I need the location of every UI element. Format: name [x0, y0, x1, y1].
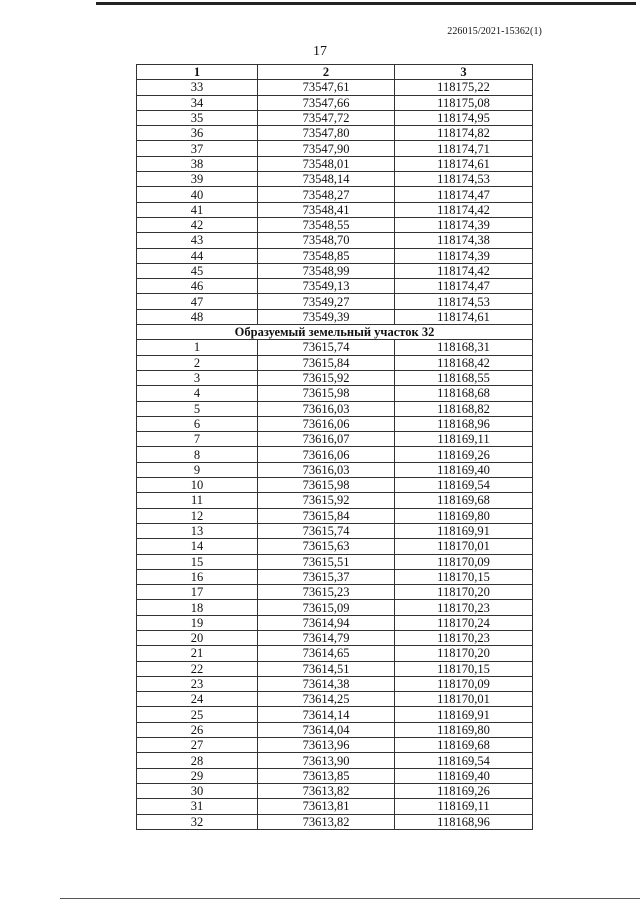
coordinate-x: 73616,03 — [258, 401, 395, 416]
point-number: 43 — [137, 233, 258, 248]
point-number: 27 — [137, 738, 258, 753]
coordinate-y: 118169,80 — [395, 508, 533, 523]
coordinate-x: 73547,66 — [258, 95, 395, 110]
coordinate-y: 118174,71 — [395, 141, 533, 156]
point-number: 3 — [137, 370, 258, 385]
point-number: 35 — [137, 110, 258, 125]
bottom-rule — [60, 898, 640, 899]
table-row — [137, 126, 533, 141]
point-number: 12 — [137, 508, 258, 523]
point-number: 37 — [137, 141, 258, 156]
point-number: 13 — [137, 523, 258, 538]
coordinate-y: 118168,96 — [395, 814, 533, 829]
table-row — [137, 263, 533, 278]
table-row — [137, 661, 533, 676]
point-number: 4 — [137, 386, 258, 401]
coordinate-x: 73614,94 — [258, 615, 395, 630]
coordinate-x: 73615,09 — [258, 600, 395, 615]
point-number: 41 — [137, 202, 258, 217]
table-body-part1 — [137, 80, 533, 325]
coordinate-y: 118168,55 — [395, 370, 533, 385]
table-row — [137, 478, 533, 493]
point-number: 15 — [137, 554, 258, 569]
coordinate-x: 73613,82 — [258, 783, 395, 798]
coordinate-y: 118169,68 — [395, 493, 533, 508]
point-number: 21 — [137, 646, 258, 661]
table-row — [137, 753, 533, 768]
point-number: 1 — [137, 340, 258, 355]
section-heading-body — [137, 325, 533, 340]
coordinate-x: 73549,27 — [258, 294, 395, 309]
coordinate-x: 73549,39 — [258, 309, 395, 324]
coordinate-x: 73613,85 — [258, 768, 395, 783]
top-rule — [96, 2, 636, 5]
coordinate-y: 118170,15 — [395, 661, 533, 676]
coordinate-x: 73614,79 — [258, 630, 395, 645]
coordinate-y: 118169,68 — [395, 738, 533, 753]
coordinate-y: 118169,40 — [395, 462, 533, 477]
table-row — [137, 630, 533, 645]
coordinate-x: 73614,04 — [258, 722, 395, 737]
column-header-2: 2 — [258, 65, 395, 80]
coordinate-x: 73616,07 — [258, 432, 395, 447]
table-row — [137, 539, 533, 554]
column-header-1: 1 — [137, 65, 258, 80]
table-row — [137, 523, 533, 538]
table-row — [137, 432, 533, 447]
table-row — [137, 814, 533, 829]
coordinate-x: 73548,85 — [258, 248, 395, 263]
coordinates-table — [136, 64, 533, 830]
coordinate-x: 73615,74 — [258, 523, 395, 538]
table-row — [137, 279, 533, 294]
point-number: 40 — [137, 187, 258, 202]
table-row — [137, 585, 533, 600]
coordinate-x: 73548,14 — [258, 172, 395, 187]
coordinate-x: 73613,82 — [258, 814, 395, 829]
table-row — [137, 355, 533, 370]
table-row — [137, 676, 533, 691]
coordinate-x: 73547,61 — [258, 80, 395, 95]
coordinate-y: 118169,80 — [395, 722, 533, 737]
point-number: 36 — [137, 126, 258, 141]
point-number: 44 — [137, 248, 258, 263]
coordinate-y: 118170,20 — [395, 646, 533, 661]
point-number: 2 — [137, 355, 258, 370]
coordinate-x: 73548,27 — [258, 187, 395, 202]
point-number: 26 — [137, 722, 258, 737]
table-row — [137, 248, 533, 263]
table-row — [137, 340, 533, 355]
section-title: Образуемый земельный участок 32 — [137, 325, 533, 340]
table-row — [137, 508, 533, 523]
coordinate-x: 73615,84 — [258, 355, 395, 370]
point-number: 29 — [137, 768, 258, 783]
table-row — [137, 783, 533, 798]
coordinate-y: 118175,22 — [395, 80, 533, 95]
point-number: 14 — [137, 539, 258, 554]
coordinate-y: 118174,42 — [395, 263, 533, 278]
table-header — [137, 65, 533, 80]
table-row — [137, 447, 533, 462]
coordinate-x: 73615,98 — [258, 386, 395, 401]
coordinate-y: 118170,09 — [395, 676, 533, 691]
table-row — [137, 217, 533, 232]
coordinate-x: 73615,51 — [258, 554, 395, 569]
coordinate-x: 73616,06 — [258, 447, 395, 462]
coordinate-y: 118170,09 — [395, 554, 533, 569]
point-number: 32 — [137, 814, 258, 829]
coordinate-y: 118174,82 — [395, 126, 533, 141]
coordinate-y: 118174,61 — [395, 156, 533, 171]
coordinate-y: 118170,23 — [395, 600, 533, 615]
table-row — [137, 294, 533, 309]
table-row — [137, 738, 533, 753]
coordinate-y: 118170,23 — [395, 630, 533, 645]
coordinate-y: 118170,01 — [395, 539, 533, 554]
point-number: 39 — [137, 172, 258, 187]
table-row — [137, 569, 533, 584]
table-row — [137, 646, 533, 661]
point-number: 23 — [137, 676, 258, 691]
coordinate-y: 118168,42 — [395, 355, 533, 370]
table-row — [137, 707, 533, 722]
point-number: 5 — [137, 401, 258, 416]
table-row — [137, 156, 533, 171]
table-row — [137, 370, 533, 385]
coordinate-x: 73615,92 — [258, 370, 395, 385]
coordinate-y: 118168,68 — [395, 386, 533, 401]
coordinate-x: 73548,70 — [258, 233, 395, 248]
point-number: 17 — [137, 585, 258, 600]
coordinate-y: 118174,47 — [395, 279, 533, 294]
page-number: 17 — [313, 44, 327, 59]
point-number: 48 — [137, 309, 258, 324]
coordinate-y: 118169,54 — [395, 478, 533, 493]
coordinate-y: 118169,26 — [395, 447, 533, 462]
coordinate-x: 73614,65 — [258, 646, 395, 661]
table-row — [137, 722, 533, 737]
table-row — [137, 554, 533, 569]
coordinate-x: 73548,99 — [258, 263, 395, 278]
table-row — [137, 95, 533, 110]
coordinate-x: 73548,01 — [258, 156, 395, 171]
coordinate-x: 73613,90 — [258, 753, 395, 768]
point-number: 31 — [137, 799, 258, 814]
coordinate-y: 118168,31 — [395, 340, 533, 355]
coordinate-x: 73547,80 — [258, 126, 395, 141]
table-row — [137, 600, 533, 615]
coordinate-y: 118169,11 — [395, 799, 533, 814]
table-row — [137, 768, 533, 783]
coordinate-x: 73615,74 — [258, 340, 395, 355]
table-row — [137, 692, 533, 707]
point-number: 22 — [137, 661, 258, 676]
point-number: 10 — [137, 478, 258, 493]
point-number: 24 — [137, 692, 258, 707]
coordinate-x: 73614,14 — [258, 707, 395, 722]
document-id: 226015/2021-15362(1) — [447, 26, 542, 37]
coordinate-y: 118174,39 — [395, 248, 533, 263]
coordinate-x: 73615,98 — [258, 478, 395, 493]
coordinate-y: 118169,11 — [395, 432, 533, 447]
coordinate-y: 118169,91 — [395, 523, 533, 538]
coordinate-x: 73616,06 — [258, 416, 395, 431]
table-row — [137, 110, 533, 125]
coordinate-y: 118174,42 — [395, 202, 533, 217]
column-header-3: 3 — [395, 65, 533, 80]
coordinate-y: 118169,54 — [395, 753, 533, 768]
coordinate-y: 118174,38 — [395, 233, 533, 248]
coordinate-y: 118174,95 — [395, 110, 533, 125]
coordinate-y: 118174,53 — [395, 294, 533, 309]
point-number: 19 — [137, 615, 258, 630]
coordinate-y: 118175,08 — [395, 95, 533, 110]
table-row — [137, 187, 533, 202]
coordinate-x: 73613,96 — [258, 738, 395, 753]
table-row — [137, 309, 533, 324]
point-number: 47 — [137, 294, 258, 309]
coordinate-x: 73615,63 — [258, 539, 395, 554]
coordinate-y: 118169,40 — [395, 768, 533, 783]
table-row — [137, 386, 533, 401]
coordinate-y: 118169,91 — [395, 707, 533, 722]
table-row — [137, 401, 533, 416]
point-number: 45 — [137, 263, 258, 278]
coordinate-x: 73614,38 — [258, 676, 395, 691]
table-row — [137, 80, 533, 95]
point-number: 6 — [137, 416, 258, 431]
point-number: 30 — [137, 783, 258, 798]
coordinate-x: 73615,23 — [258, 585, 395, 600]
coordinate-y: 118170,01 — [395, 692, 533, 707]
coordinate-x: 73615,84 — [258, 508, 395, 523]
point-number: 34 — [137, 95, 258, 110]
coordinate-y: 118174,39 — [395, 217, 533, 232]
coordinate-y: 118170,24 — [395, 615, 533, 630]
coordinate-x: 73613,81 — [258, 799, 395, 814]
table-row — [137, 416, 533, 431]
point-number: 28 — [137, 753, 258, 768]
point-number: 42 — [137, 217, 258, 232]
coordinate-y: 118170,20 — [395, 585, 533, 600]
coordinate-x: 73548,41 — [258, 202, 395, 217]
point-number: 20 — [137, 630, 258, 645]
coordinate-x: 73615,92 — [258, 493, 395, 508]
point-number: 16 — [137, 569, 258, 584]
coordinate-y: 118168,82 — [395, 401, 533, 416]
point-number: 33 — [137, 80, 258, 95]
table-row — [137, 799, 533, 814]
point-number: 25 — [137, 707, 258, 722]
point-number: 46 — [137, 279, 258, 294]
coordinate-y: 118169,26 — [395, 783, 533, 798]
point-number: 11 — [137, 493, 258, 508]
coordinate-x: 73614,51 — [258, 661, 395, 676]
point-number: 9 — [137, 462, 258, 477]
point-number: 8 — [137, 447, 258, 462]
section-row — [137, 325, 533, 340]
table-body-part2 — [137, 340, 533, 830]
table-row — [137, 141, 533, 156]
coordinate-y: 118168,96 — [395, 416, 533, 431]
table-row — [137, 172, 533, 187]
coordinate-x: 73614,25 — [258, 692, 395, 707]
coordinate-y: 118170,15 — [395, 569, 533, 584]
point-number: 38 — [137, 156, 258, 171]
table-row — [137, 202, 533, 217]
coordinate-x: 73548,55 — [258, 217, 395, 232]
table-row — [137, 233, 533, 248]
table-row — [137, 615, 533, 630]
table-row — [137, 462, 533, 477]
table-row — [137, 493, 533, 508]
coordinate-x: 73547,72 — [258, 110, 395, 125]
point-number: 7 — [137, 432, 258, 447]
coordinate-x: 73616,03 — [258, 462, 395, 477]
header-row — [137, 65, 533, 80]
coordinate-x: 73615,37 — [258, 569, 395, 584]
coordinate-y: 118174,53 — [395, 172, 533, 187]
coordinate-x: 73547,90 — [258, 141, 395, 156]
coordinate-y: 118174,61 — [395, 309, 533, 324]
point-number: 18 — [137, 600, 258, 615]
coordinate-x: 73549,13 — [258, 279, 395, 294]
coordinate-y: 118174,47 — [395, 187, 533, 202]
